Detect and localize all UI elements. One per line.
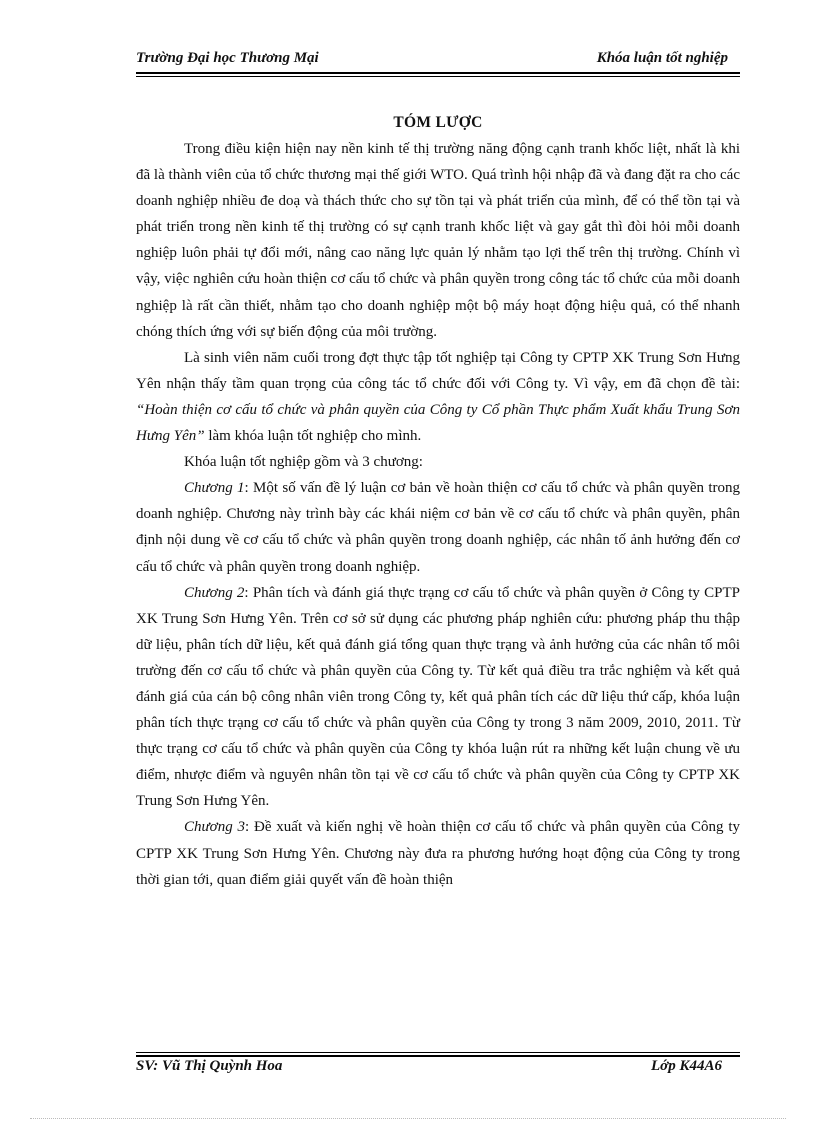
- chapter-2-text: : Phân tích và đánh giá thực trạng cơ cấu tổ chức và phân quyền ở Công ty CPTP XK Trung Sơn Hưng Yên. Trên cơ sở sử dụng các phương pháp nghiên cứu: phương pháp thu thập dữ liệu, phân tích dữ liệu, kết quả đánh giá tổng quan thực trạng và ảnh hưởng của các nhân tố môi trường đến cơ cấu tổ chức và phân quyền của Công ty. Từ kết quả điều tra trắc nghiệm và kết quả đánh giá của cán bộ công nhân viên trong Công ty, kết quả phân tích các dữ liệu thứ cấp, khóa luận phân tích thực trạng cơ cấu tổ chức và phân quyền của Công ty trong 3 năm 2009, 2010, 2011. Từ thực trạng cơ cấu tổ chức và phân quyền của Công ty khóa luận rút ra những kết luận chung về ưu điểm, nhược điểm và nguyên nhân tồn tại về cơ cấu tổ chức và phân quyền của Công ty CPTP XK Trung Sơn Hưng Yên.: [136, 584, 740, 810]
- page-header: [136, 48, 740, 72]
- page-break-line: [30, 1118, 786, 1119]
- paragraph-chapter-2: [136, 580, 740, 815]
- page-title: TÓM LƯỢC: [393, 114, 483, 131]
- chapter-3-text: : Đề xuất và kiến nghị về hoàn thiện cơ cấu tổ chức và phân quyền của Công ty CPTP XK Trung Sơn Hưng Yên. Chương này đưa ra phương hướng hoạt động của Công ty trong thời gian tới, quan điểm giải quyết vấn đề hoàn thiện: [136, 819, 741, 888]
- paragraph-chapter-3: [136, 814, 740, 892]
- chapter-1-label: Chương 1: [184, 480, 245, 497]
- header-document-type: Khóa luận tốt nghiệp: [596, 50, 728, 66]
- chapter-2-label: Chương 2: [184, 584, 245, 601]
- footer-class: Lớp K44A6: [651, 1058, 722, 1074]
- paragraph-intro: Trong điều kiện hiện nay nền kinh tế thị trường năng động cạnh tranh khốc liệt, nhất là khi đã là thành viên của tổ chức thương mại thế giới WTO. Quá trình hội nhập đã và đang đặt ra cho các doanh nghiệp nhiều đe doạ và thách thức cho sự tồn tại và phát triển của mình, để có thể tồn tại và phát triển trong nền kinh tế thị trường có sự cạnh tranh khốc liệt và gay gắt thì đòi hỏi mỗi doanh nghiệp luôn phải tự đổi mới, nâng cao năng lực quản lý nhằm tạo lợi thế trên thị trường. Chính vì vậy, việc nghiên cứu hoàn thiện cơ cấu tổ chức và phân quyền trong công tác tổ chức của mỗi doanh nghiệp là rất cần thiết, nhằm tạo cho doanh nghiệp một bộ máy hoạt động hiệu quả, có thể nhanh chóng thích ứng với sự biến động của môi trường.: [136, 141, 740, 340]
- header-university: Trường Đại học Thương Mại: [136, 50, 319, 66]
- paragraph-structure: Khóa luận tốt nghiệp gồm và 3 chương:: [184, 454, 423, 471]
- chapter-3-label: Chương 3: [184, 819, 246, 836]
- footer-rule-thick: [136, 1055, 740, 1057]
- thesis-title: “Hoàn thiện cơ cấu tổ chức và phân quyền của Công ty Cổ phần Thực phẩm Xuất khẩu Trung Sơn Hưng Yên”: [136, 401, 740, 445]
- header-rule-thin: [136, 76, 740, 77]
- body-text: [136, 136, 740, 893]
- paragraph-chapter-1: [136, 475, 740, 579]
- footer-student-name: SV: Vũ Thị Quỳnh Hoa: [136, 1058, 283, 1074]
- footer-rule-thin: [136, 1052, 740, 1053]
- paragraph-topic: [136, 345, 740, 449]
- paragraph-topic-lead: Là sinh viên năm cuối trong đợt thực tập tốt nghiệp tại Công ty CPTP XK Trung Sơn Hưng Yên nhận thấy tầm quan trọng của công tác tổ chức đối với Công ty. Vì vậy, em đã chọn đề tài:: [136, 349, 740, 392]
- page-footer: [136, 1058, 740, 1080]
- header-rule-thick: [136, 72, 740, 74]
- chapter-1-text: : Một số vấn đề lý luận cơ bản về hoàn thiện cơ cấu tổ chức và phân quyền trong doanh nghiệp. Chương này trình bày các khái niệm cơ bản về cơ cấu tổ chức và phân quyền, phân định nội dung về cơ cấu tổ chức và phân quyền trong doanh nghiệp, các nhân tố ảnh hưởng đến cơ cấu tổ chức và phân quyền trong doanh nghiệp.: [136, 480, 740, 575]
- paragraph-topic-tail: làm khóa luận tốt nghiệp cho mình.: [204, 428, 422, 445]
